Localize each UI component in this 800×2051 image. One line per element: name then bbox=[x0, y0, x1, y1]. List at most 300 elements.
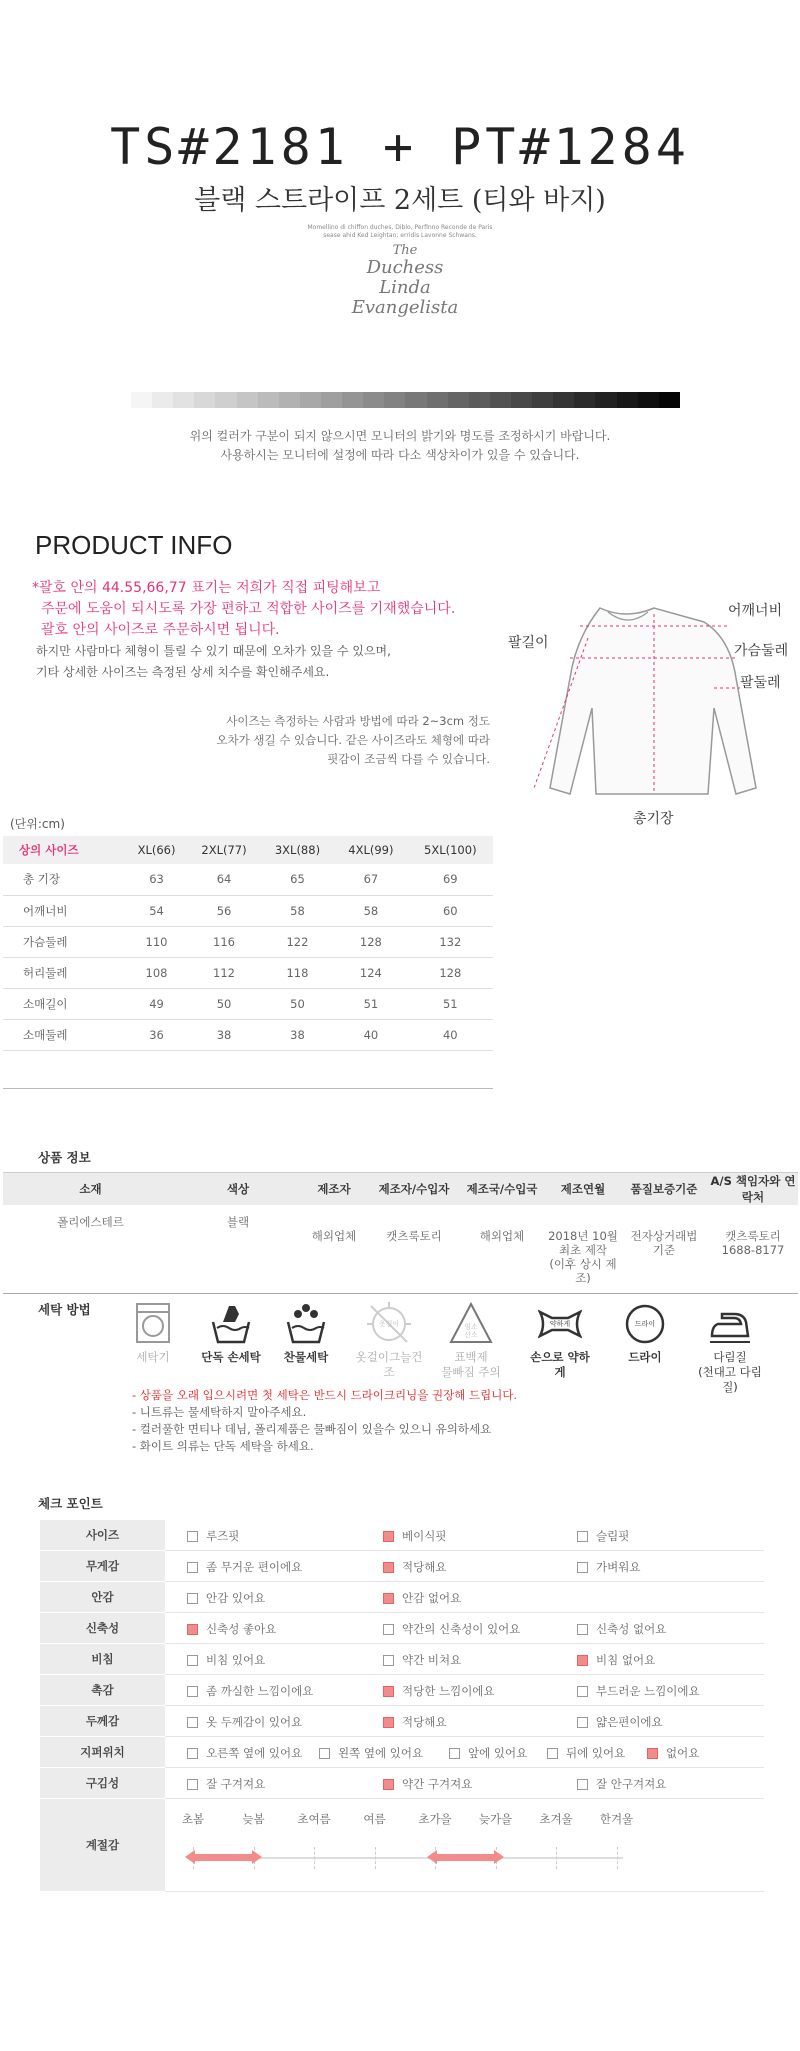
check-row-label: 촉감 bbox=[40, 1675, 165, 1706]
washing-label-text bbox=[271, 1350, 341, 1365]
check-options-row bbox=[165, 1768, 764, 1798]
product-subtitle: 블랙 스트라이프 2세트 (티와 바지) bbox=[194, 185, 606, 216]
table-cell: 110 bbox=[126, 926, 188, 957]
season-range-bar bbox=[193, 1854, 254, 1861]
table-cell bbox=[3, 1205, 178, 1293]
check-row-label: 신축성 bbox=[40, 1613, 165, 1644]
unit-label: (단위:cm) bbox=[10, 817, 65, 831]
table-cell bbox=[178, 1205, 298, 1293]
gradient-swatch bbox=[215, 392, 236, 408]
washing-machine-icon bbox=[131, 1302, 175, 1346]
checkbox-icon[interactable] bbox=[449, 1748, 460, 1759]
cell-line: 폴리에스테르 bbox=[57, 1215, 124, 1229]
check-option[interactable] bbox=[577, 1621, 666, 1637]
sleeve-label: 팔길이 bbox=[508, 635, 549, 651]
check-option-label: 루즈핏 bbox=[206, 1529, 240, 1543]
table-cell bbox=[546, 1205, 620, 1293]
checkbox-checked-icon[interactable] bbox=[383, 1717, 394, 1728]
check-option[interactable] bbox=[319, 1745, 423, 1761]
table-cell bbox=[370, 1205, 458, 1293]
fitting-note: 괄호 안의 사이즈로 주문하시면 됩니다. bbox=[41, 622, 280, 638]
check-options bbox=[165, 1706, 764, 1737]
check-option-label: 왼쪽 옆에 있어요 bbox=[338, 1746, 424, 1760]
gradient-swatch bbox=[511, 392, 532, 408]
size-table bbox=[3, 836, 493, 1089]
check-options-row bbox=[165, 1675, 764, 1705]
season-label: 여름 bbox=[363, 1812, 386, 1826]
table-cell: 65 bbox=[261, 864, 334, 895]
check-row-label: 두께감 bbox=[40, 1706, 165, 1737]
label-line: 찬물세탁 bbox=[283, 1350, 329, 1364]
table-cell: 118 bbox=[261, 957, 334, 988]
check-row bbox=[40, 1551, 764, 1582]
color-note bbox=[0, 427, 800, 465]
table-row bbox=[3, 988, 493, 1019]
checkbox-icon[interactable] bbox=[187, 1655, 198, 1666]
header-cell: 3XL(88) bbox=[261, 836, 334, 864]
cell-line: 전자상거래법 bbox=[630, 1229, 698, 1243]
check-option-label: 신축성 좋아요 bbox=[206, 1622, 277, 1636]
checkbox-icon[interactable] bbox=[383, 1624, 394, 1635]
season-row-label: 계절감 bbox=[40, 1799, 165, 1892]
check-option-label: 적당해요 bbox=[402, 1715, 447, 1729]
table-cell: 어깨너비 bbox=[3, 895, 126, 926]
checkbox-icon[interactable] bbox=[577, 1562, 588, 1573]
table-cell: 54 bbox=[126, 895, 188, 926]
color-note-line: 위의 컬러가 구분이 되지 않으시면 모니터의 밝기와 명도를 조정하시기 바랍니다. bbox=[189, 429, 611, 443]
check-row bbox=[40, 1520, 764, 1551]
fitting-note: *괄호 안의 44.55,66,77 표기는 저희가 직접 피팅해보고 bbox=[32, 580, 381, 596]
check-option[interactable] bbox=[383, 1652, 461, 1668]
table-cell: 122 bbox=[261, 926, 334, 957]
gradient-swatch bbox=[638, 392, 659, 408]
cell-line: 최초 제작 bbox=[558, 1243, 608, 1257]
check-option-label: 약간 구겨져요 bbox=[402, 1777, 473, 1791]
check-options bbox=[165, 1520, 764, 1551]
washing-note: - 화이트 의류는 단독 세탁을 하세요. bbox=[132, 1439, 314, 1453]
check-option[interactable] bbox=[547, 1745, 625, 1761]
table-cell: 가슴둘레 bbox=[3, 926, 126, 957]
bleach-icon bbox=[449, 1302, 493, 1346]
table-row bbox=[3, 864, 493, 895]
icon-badge bbox=[538, 1302, 582, 1346]
gradient-swatch bbox=[595, 392, 616, 408]
check-row-label: 비침 bbox=[40, 1644, 165, 1675]
grayscale-gradient-bar bbox=[131, 392, 680, 408]
check-options-row bbox=[165, 1520, 764, 1550]
table-row bbox=[3, 895, 493, 926]
check-option-label: 적당한 느낌이에요 bbox=[402, 1684, 495, 1698]
check-option-label: 베이식핏 bbox=[402, 1529, 447, 1543]
table-cell: 58 bbox=[334, 895, 407, 926]
product-code-title: TS#2181 + PT#1284 bbox=[110, 118, 690, 176]
check-option[interactable] bbox=[383, 1714, 446, 1730]
icon-badge bbox=[367, 1302, 411, 1346]
check-option[interactable] bbox=[187, 1528, 239, 1544]
check-row bbox=[40, 1706, 764, 1737]
check-option[interactable] bbox=[187, 1745, 302, 1761]
table-cell: 116 bbox=[187, 926, 260, 957]
check-option[interactable] bbox=[577, 1652, 655, 1668]
washing-item bbox=[196, 1302, 266, 1365]
check-option-label: 비침 있어요 bbox=[206, 1653, 266, 1667]
cold-water-wash-icon bbox=[284, 1302, 328, 1346]
table-cell: 128 bbox=[408, 957, 493, 988]
gradient-swatch bbox=[363, 392, 384, 408]
check-option[interactable] bbox=[577, 1683, 700, 1699]
checkbox-icon[interactable] bbox=[187, 1562, 198, 1573]
check-row-label: 무게감 bbox=[40, 1551, 165, 1582]
check-option[interactable] bbox=[383, 1528, 446, 1544]
gradient-swatch bbox=[574, 392, 595, 408]
season-range-bar bbox=[435, 1854, 496, 1861]
check-option[interactable] bbox=[449, 1745, 527, 1761]
gradient-swatch bbox=[553, 392, 574, 408]
check-option-label: 적당해요 bbox=[402, 1560, 447, 1574]
table-cell bbox=[620, 1205, 708, 1293]
check-option-label: 오른쪽 옆에 있어요 bbox=[206, 1746, 303, 1760]
size-table-header bbox=[3, 836, 493, 864]
product-info-title: PRODUCT INFO bbox=[35, 530, 233, 560]
gradient-swatch bbox=[384, 392, 405, 408]
header-cell: 상의 사이즈 bbox=[3, 836, 126, 864]
check-options bbox=[165, 1551, 764, 1582]
measure-note-line: 오차가 생길 수 있습니다. 같은 사이즈라도 체형에 따라 bbox=[216, 733, 490, 747]
check-option[interactable] bbox=[577, 1559, 640, 1575]
check-option[interactable] bbox=[187, 1714, 302, 1730]
gradient-swatch bbox=[490, 392, 511, 408]
checkbox-checked-icon[interactable] bbox=[383, 1562, 394, 1573]
label-line: 물빠짐 주의 bbox=[441, 1365, 501, 1379]
season-tick bbox=[617, 1847, 618, 1869]
table-cell: 108 bbox=[126, 957, 188, 988]
check-option-label: 뒤에 있어요 bbox=[566, 1746, 626, 1760]
check-option-label: 약간 비쳐요 bbox=[402, 1653, 462, 1667]
checkbox-icon[interactable] bbox=[577, 1779, 588, 1790]
table-cell: 36 bbox=[126, 1019, 188, 1050]
washing-label-text bbox=[436, 1350, 506, 1380]
table-cell: 38 bbox=[187, 1019, 260, 1050]
check-option-label: 없어요 bbox=[666, 1746, 700, 1760]
shirt-outline-icon bbox=[508, 598, 800, 828]
color-note-line: 사용하시는 모니터에 설정에 따라 다소 색상차이가 있을 수 있습니다. bbox=[220, 448, 580, 462]
table-row bbox=[3, 926, 493, 957]
check-option[interactable] bbox=[383, 1621, 520, 1637]
logo-word: The bbox=[392, 243, 418, 258]
tiny-caption bbox=[0, 224, 800, 240]
table-cell: 51 bbox=[334, 988, 407, 1019]
table-cell: 64 bbox=[187, 864, 260, 895]
gradient-swatch bbox=[131, 392, 152, 408]
label-line: 표백제 bbox=[454, 1350, 488, 1364]
check-option[interactable] bbox=[383, 1559, 446, 1575]
check-option-label: 안감 없어요 bbox=[402, 1591, 462, 1605]
checkbox-checked-icon[interactable] bbox=[383, 1779, 394, 1790]
table-cell: 63 bbox=[126, 864, 188, 895]
check-option[interactable] bbox=[577, 1528, 629, 1544]
check-option-label: 좀 무거운 편이에요 bbox=[206, 1560, 303, 1574]
table-cell: 60 bbox=[408, 895, 493, 926]
gradient-swatch bbox=[194, 392, 215, 408]
header-cell: 5XL(100) bbox=[408, 836, 493, 864]
washing-item bbox=[610, 1302, 680, 1365]
dry-clean-icon bbox=[623, 1302, 667, 1346]
table-cell: 67 bbox=[334, 864, 407, 895]
washing-notes bbox=[132, 1387, 517, 1455]
check-options-row bbox=[165, 1582, 764, 1612]
icon-badge bbox=[449, 1302, 493, 1346]
check-option[interactable] bbox=[187, 1559, 302, 1575]
check-option-label: 얇은편이에요 bbox=[596, 1715, 663, 1729]
season-tick bbox=[375, 1847, 376, 1869]
washing-item bbox=[354, 1302, 424, 1380]
season-label: 초봄 bbox=[181, 1812, 205, 1826]
checkbox-icon[interactable] bbox=[577, 1717, 588, 1728]
check-option-label: 좀 까실한 느낌이에요 bbox=[206, 1684, 314, 1698]
label-line: (천대고 다림질) bbox=[698, 1365, 762, 1394]
arrow-left-icon bbox=[427, 1850, 437, 1864]
checkbox-icon[interactable] bbox=[547, 1748, 558, 1759]
measurement-diagram bbox=[508, 598, 800, 828]
table-cell: 50 bbox=[187, 988, 260, 1019]
check-option[interactable] bbox=[187, 1590, 265, 1606]
check-option-label: 옷 두께감이 있어요 bbox=[206, 1715, 303, 1729]
checkbox-icon[interactable] bbox=[577, 1686, 588, 1697]
gradient-swatch bbox=[321, 392, 342, 408]
table-cell bbox=[3, 1050, 493, 1088]
fitting-note-grey: 기타 상세한 사이즈는 측정된 상세 치수를 확인해주세요. bbox=[36, 665, 330, 679]
header-cell: 소재 bbox=[3, 1173, 178, 1206]
washing-item bbox=[525, 1302, 595, 1380]
check-options bbox=[165, 1768, 764, 1799]
check-option[interactable] bbox=[187, 1776, 265, 1792]
measure-note bbox=[200, 712, 490, 769]
check-option[interactable] bbox=[383, 1776, 472, 1792]
arm-label: 팔둘레 bbox=[740, 675, 781, 691]
check-row bbox=[40, 1644, 764, 1675]
check-row bbox=[40, 1737, 764, 1768]
check-option-label: 가벼워요 bbox=[596, 1560, 641, 1574]
goods-info-label: 상품 정보 bbox=[38, 1150, 91, 1165]
gradient-swatch bbox=[448, 392, 469, 408]
fitting-note: 주문에 도움이 되시도록 가장 편하고 적합한 사이즈를 기재했습니다. bbox=[41, 601, 456, 617]
iron-icon bbox=[708, 1302, 752, 1346]
table-cell bbox=[708, 1205, 798, 1293]
arrow-left-icon bbox=[185, 1850, 195, 1864]
checkbox-icon[interactable] bbox=[187, 1531, 198, 1542]
goods-info-header bbox=[3, 1173, 798, 1206]
chest-label: 가슴둘레 bbox=[734, 643, 789, 659]
table-cell: 40 bbox=[334, 1019, 407, 1050]
cell-line: 캣츠룩토리 bbox=[386, 1229, 442, 1243]
logo-word: Duchess bbox=[366, 257, 444, 278]
check-options bbox=[165, 1613, 764, 1644]
season-tick bbox=[556, 1847, 557, 1869]
check-options bbox=[165, 1675, 764, 1706]
check-option[interactable] bbox=[577, 1776, 666, 1792]
badge-line: 염소 bbox=[464, 1323, 478, 1331]
checkbox-icon[interactable] bbox=[187, 1779, 198, 1790]
gradient-swatch bbox=[532, 392, 553, 408]
checkbox-icon[interactable] bbox=[187, 1748, 198, 1759]
header-cell: 제조자/수입자 bbox=[370, 1173, 458, 1206]
header-cell: 4XL(99) bbox=[334, 836, 407, 864]
checkbox-checked-icon[interactable] bbox=[187, 1624, 198, 1635]
table-row bbox=[3, 1205, 798, 1293]
washing-label-text bbox=[118, 1350, 188, 1365]
table-cell bbox=[298, 1205, 370, 1293]
washing-item bbox=[436, 1302, 506, 1380]
arrow-right-icon bbox=[494, 1850, 504, 1864]
label-line: 단독 손세탁 bbox=[201, 1350, 261, 1364]
check-option[interactable] bbox=[187, 1683, 313, 1699]
check-row-label: 구김성 bbox=[40, 1768, 165, 1799]
checkbox-checked-icon[interactable] bbox=[577, 1655, 588, 1666]
brand-logo bbox=[340, 244, 470, 318]
checkbox-icon[interactable] bbox=[577, 1624, 588, 1635]
washing-item bbox=[118, 1302, 188, 1365]
check-option-label: 비침 없어요 bbox=[596, 1653, 656, 1667]
cell-line: 기준 bbox=[652, 1243, 676, 1257]
goods-info-table bbox=[3, 1172, 798, 1294]
label-line: 손으로 약하게 bbox=[530, 1350, 590, 1379]
check-row-label: 사이즈 bbox=[40, 1520, 165, 1551]
season-row bbox=[40, 1799, 764, 1892]
cell-line: 해외업체 bbox=[479, 1229, 525, 1243]
check-option[interactable] bbox=[383, 1590, 461, 1606]
check-point-label: 체크 포인트 bbox=[38, 1496, 103, 1511]
check-option-label: 앞에 있어요 bbox=[468, 1746, 528, 1760]
length-label: 총기장 bbox=[633, 811, 674, 827]
badge-line: 산소 bbox=[464, 1331, 478, 1339]
table-cell: 소매길이 bbox=[3, 988, 126, 1019]
season-tick bbox=[314, 1847, 315, 1869]
check-options-row bbox=[165, 1551, 764, 1581]
checkbox-icon[interactable] bbox=[577, 1531, 588, 1542]
check-option[interactable] bbox=[383, 1683, 495, 1699]
label-line: 세탁기 bbox=[136, 1350, 170, 1364]
badge-line: 약하게 bbox=[549, 1320, 571, 1328]
shade-dry-icon bbox=[367, 1302, 411, 1346]
check-row-label: 지퍼위치 bbox=[40, 1737, 165, 1768]
season-track bbox=[165, 1799, 764, 1891]
check-options-row bbox=[165, 1737, 764, 1767]
check-option[interactable] bbox=[577, 1714, 663, 1730]
check-option-label: 안감 있어요 bbox=[206, 1591, 266, 1605]
fitting-note-grey: 하지만 사람마다 체형이 틀릴 수 있기 때문에 오차가 있을 수 있으며, bbox=[36, 644, 391, 658]
table-cell: 49 bbox=[126, 988, 188, 1019]
gradient-swatch bbox=[279, 392, 300, 408]
checkbox-icon[interactable] bbox=[187, 1717, 198, 1728]
fitting-notes bbox=[32, 578, 455, 683]
measure-note-line: 핏감이 조금씩 다를 수 있습니다. bbox=[327, 752, 490, 766]
gradient-swatch bbox=[469, 392, 490, 408]
checkbox-icon[interactable] bbox=[187, 1686, 198, 1697]
badge-line: 옷걸이 bbox=[378, 1320, 400, 1328]
gradient-swatch bbox=[300, 392, 321, 408]
gradient-swatch bbox=[427, 392, 448, 408]
table-cell: 총 기장 bbox=[3, 864, 126, 895]
checkbox-icon[interactable] bbox=[319, 1748, 330, 1759]
header-cell: 색상 bbox=[178, 1173, 298, 1206]
gradient-swatch bbox=[342, 392, 363, 408]
washing-label-text bbox=[196, 1350, 266, 1365]
logo-word: Evangelista bbox=[351, 297, 459, 318]
season-label: 늦봄 bbox=[242, 1812, 265, 1826]
check-options bbox=[165, 1644, 764, 1675]
check-options-row bbox=[165, 1644, 764, 1674]
washing-label-text bbox=[610, 1350, 680, 1365]
label-line: 옷걸이그늘건조 bbox=[355, 1350, 423, 1379]
checkbox-icon[interactable] bbox=[383, 1655, 394, 1666]
check-options bbox=[165, 1737, 764, 1768]
check-option[interactable] bbox=[647, 1745, 699, 1761]
table-cell: 38 bbox=[261, 1019, 334, 1050]
header-cell: A/S 책임자와 연락처 bbox=[708, 1173, 798, 1206]
arrow-right-icon bbox=[252, 1850, 262, 1864]
gradient-swatch bbox=[659, 392, 680, 408]
checkbox-checked-icon[interactable] bbox=[647, 1748, 658, 1759]
checkbox-checked-icon[interactable] bbox=[383, 1593, 394, 1604]
hand-wash-icon bbox=[209, 1302, 253, 1346]
table-cell: 58 bbox=[261, 895, 334, 926]
checkbox-checked-icon[interactable] bbox=[383, 1531, 394, 1542]
gentle-hand-icon bbox=[538, 1302, 582, 1346]
table-cell: 69 bbox=[408, 864, 493, 895]
checkbox-checked-icon[interactable] bbox=[383, 1686, 394, 1697]
tiny-caption-line: sease ahid Ked Leightan; erridis Lavonne Schwans. bbox=[323, 232, 477, 239]
checkbox-icon[interactable] bbox=[187, 1593, 198, 1604]
check-row bbox=[40, 1582, 764, 1613]
season-label: 초가을 bbox=[418, 1812, 452, 1826]
table-cell: 허리둘레 bbox=[3, 957, 126, 988]
tiny-caption-line: Momellino di chiffon duches, Diblo, Perfinno Reconde de Paris bbox=[307, 224, 493, 231]
season-track-cell bbox=[165, 1799, 764, 1892]
table-cell: 124 bbox=[334, 957, 407, 988]
logo-word: Linda bbox=[379, 277, 431, 298]
table-cell: 51 bbox=[408, 988, 493, 1019]
table-cell: 소매둘레 bbox=[3, 1019, 126, 1050]
washing-item bbox=[695, 1302, 765, 1395]
check-options-row bbox=[165, 1706, 764, 1736]
table-cell: 112 bbox=[187, 957, 260, 988]
table-row bbox=[3, 1019, 493, 1050]
icon-badge bbox=[623, 1302, 667, 1346]
check-row-label: 안감 bbox=[40, 1582, 165, 1613]
washing-note: - 컬러풀한 면티나 데님, 폴리제품은 물빠짐이 있을수 있으니 유의하세요 bbox=[132, 1422, 492, 1436]
table-cell: 56 bbox=[187, 895, 260, 926]
table-cell: 40 bbox=[408, 1019, 493, 1050]
check-point-table bbox=[40, 1520, 764, 1892]
check-row bbox=[40, 1675, 764, 1706]
table-row bbox=[3, 957, 493, 988]
cell-line: 2018년 10월 bbox=[548, 1229, 618, 1243]
measure-note-line: 사이즈는 측정하는 사람과 방법에 따라 2~3cm 정도 bbox=[226, 714, 490, 728]
cell-line: 블랙 bbox=[226, 1215, 250, 1229]
header-cell: 제조자 bbox=[298, 1173, 370, 1206]
washing-note: - 니트류는 물세탁하지 말아주세요. bbox=[132, 1405, 307, 1419]
check-row bbox=[40, 1768, 764, 1799]
label-line: 다림질 bbox=[713, 1350, 747, 1364]
label-line: 드라이 bbox=[628, 1350, 662, 1364]
check-option[interactable] bbox=[187, 1621, 276, 1637]
header-cell: 제조국/수입국 bbox=[458, 1173, 546, 1206]
badge-line: 드라이 bbox=[634, 1320, 656, 1328]
cell-line: 캣츠룩토리 bbox=[725, 1229, 781, 1243]
season-label: 초여름 bbox=[297, 1812, 331, 1826]
check-option[interactable] bbox=[187, 1652, 265, 1668]
gradient-swatch bbox=[237, 392, 258, 408]
